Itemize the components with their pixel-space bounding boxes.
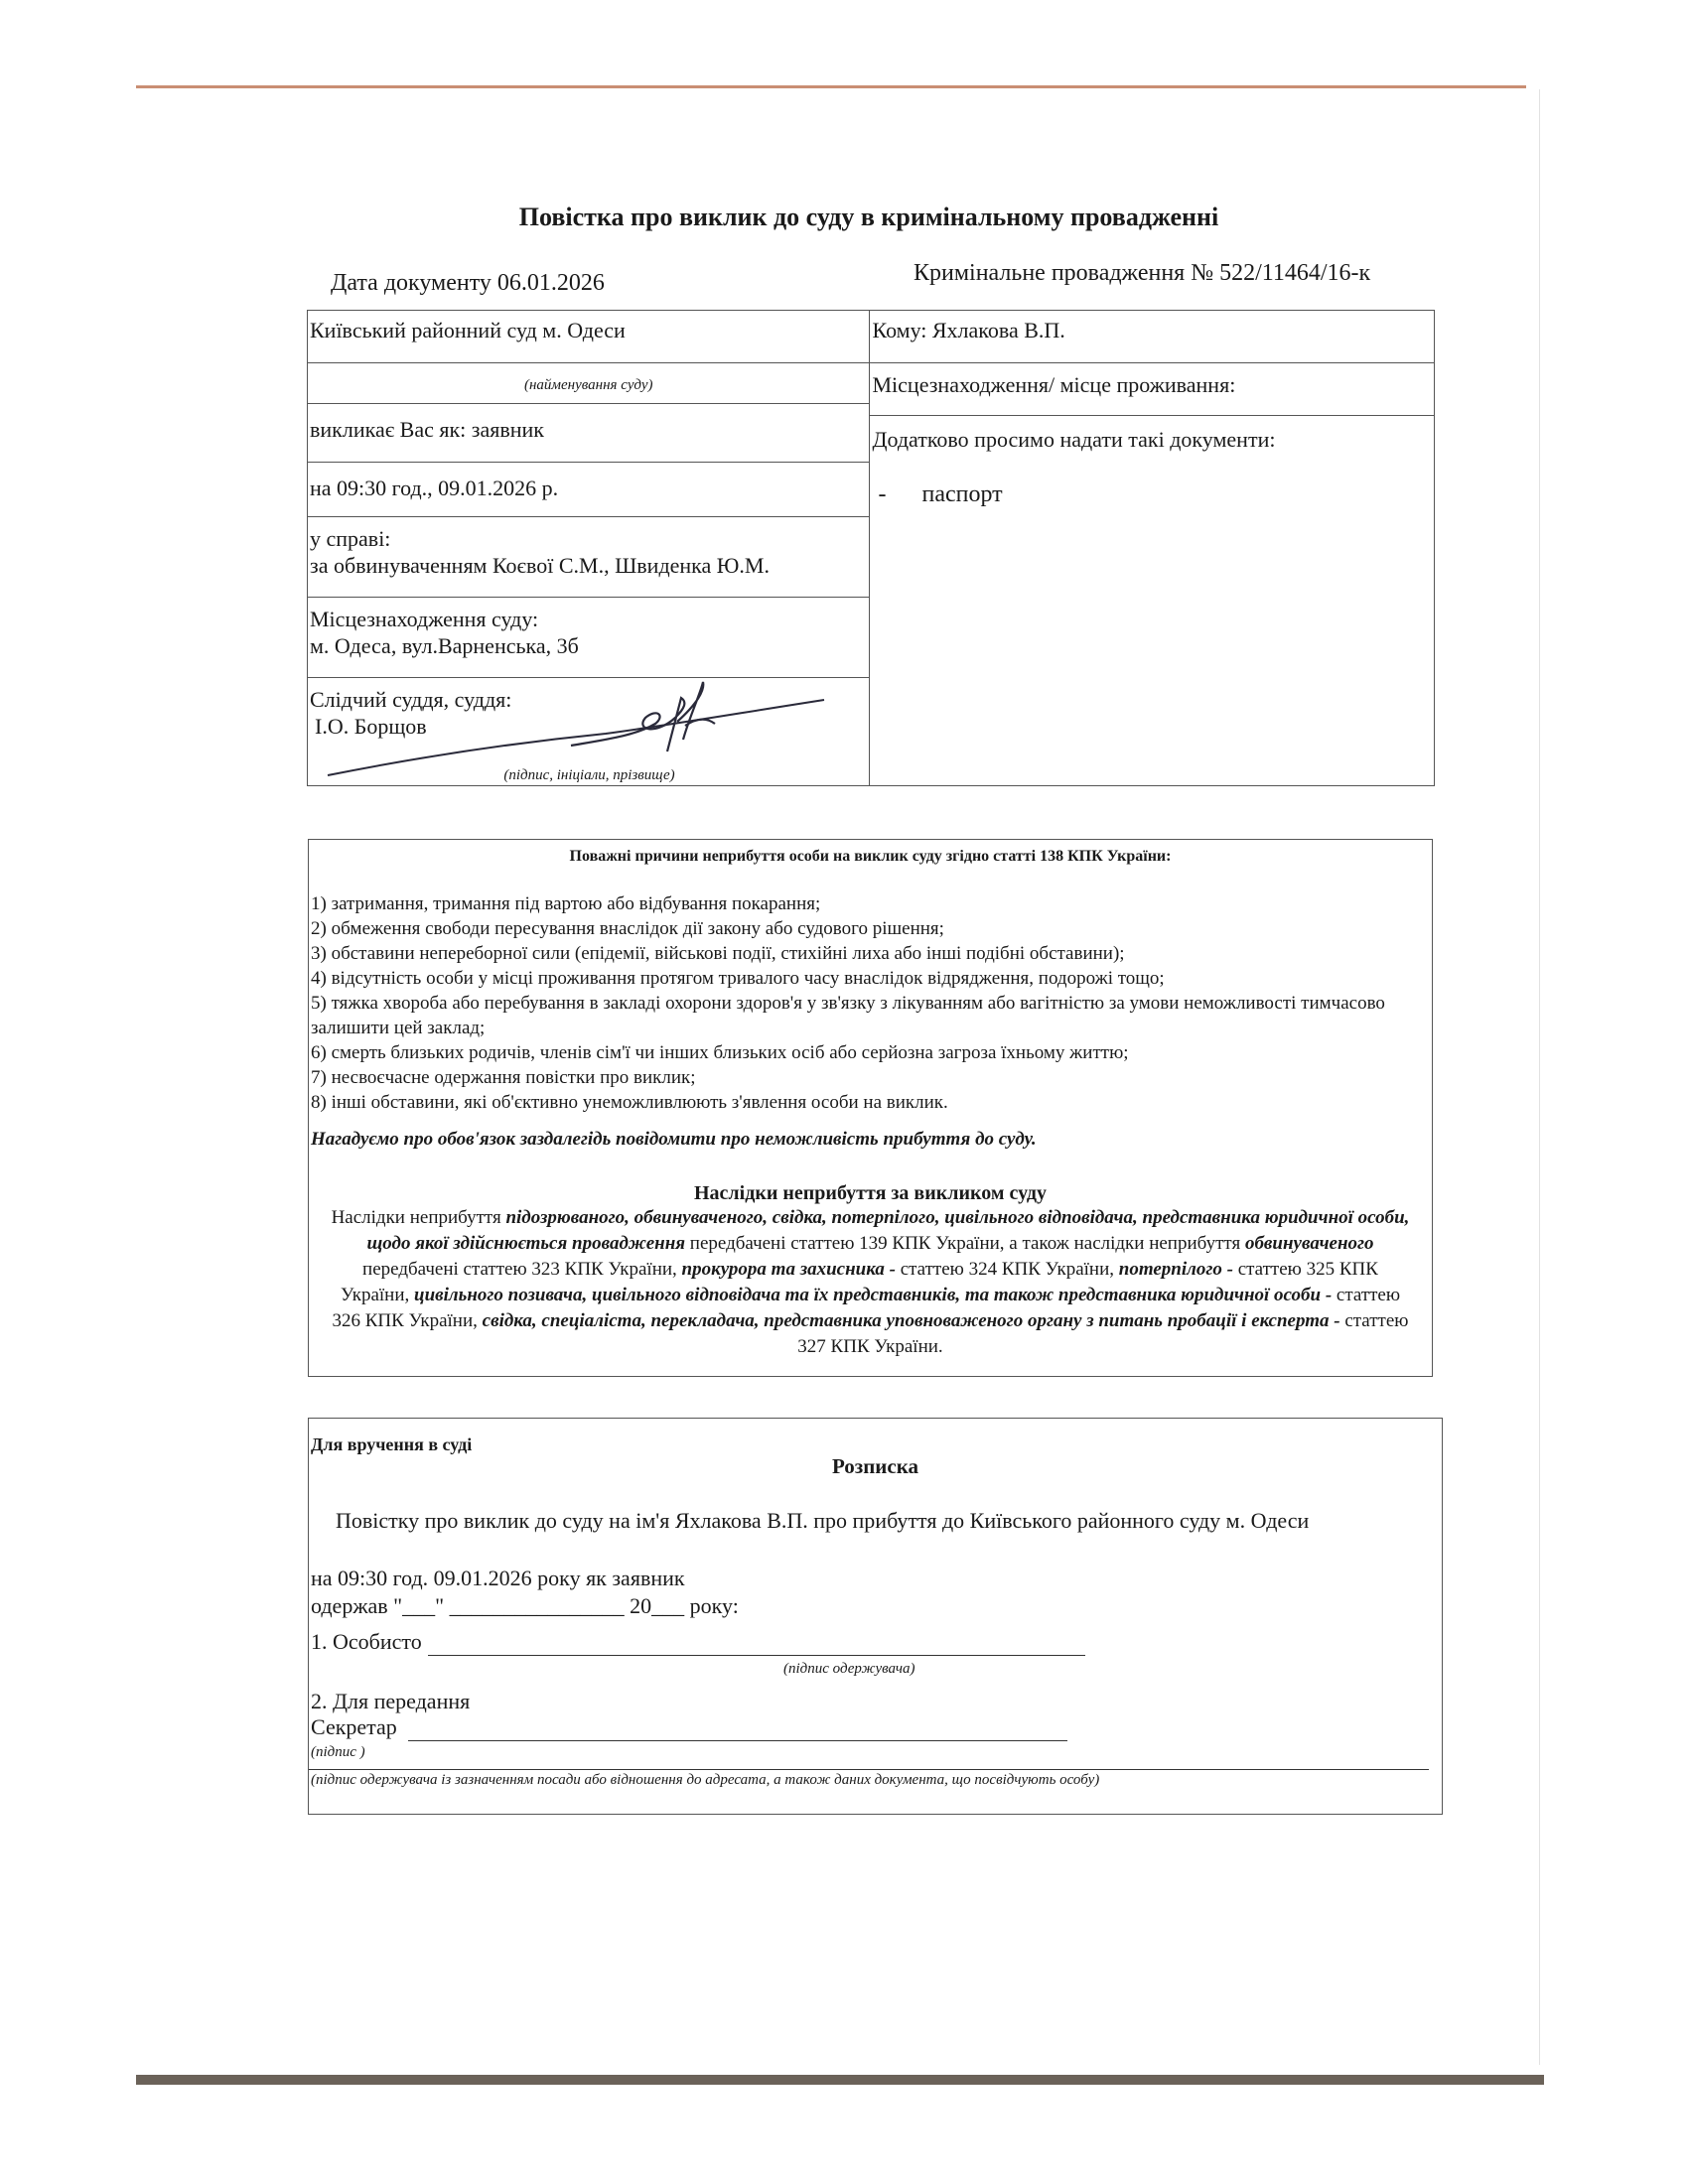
reason-item: 1) затримання, тримання під вартою або відбування покарання; [311,893,821,914]
court-name-cell [308,311,870,363]
recipient-name: Кому: Яхлакова В.П. [872,318,1065,342]
reason-item: 3) обставини непереборної сили (епідемії, військові події, стихійні лиха або інші подібні обставини); [311,943,1125,964]
documents-cell [870,416,1435,786]
cons-bold: цивільного позивача, цивільного відповідача та їх представників, та також представника юридичної особи - [414,1285,1333,1305]
reasons-box [308,839,1433,1377]
judge-label: Слідчий суддя, суддя: [310,687,512,712]
location-cell [308,598,870,678]
location-label: Місцезнаходження суду: [310,607,539,631]
reason-item: 7) несвоєчасне одержання повістки про виклик; [311,1067,696,1088]
bottom-caption: (підпис одержувача із зазначенням посади або відношення до адресата, а також даних документа, що посвідчують особу) [311,1772,1100,1788]
recipient-signature-caption: (підпис одержувача) [783,1661,915,1677]
secretary-signature-line[interactable] [408,1740,1067,1741]
role-cell [308,404,870,463]
residence-label: Місцезнаходження/ місце проживання: [872,372,1236,397]
court-location [308,598,869,665]
document-date: Дата документу 06.01.2026 [331,270,605,296]
document-title: Повістка про виклик до суду в кримінальному провадженні [518,203,1219,231]
summons-table [307,310,1435,786]
paper-edge-bottom [136,2075,1544,2085]
cons-text: статтею 327 КПК України. [797,1310,1409,1357]
cons-text: передбачені статтею 323 КПК України, [362,1259,682,1280]
reason-item: 6) смерть близьких родичів, членів сім'ї чи інших близьких осіб або серйозна загроза їхньому життю; [311,1042,1129,1063]
cons-bold: свідка, спеціаліста, перекладача, представника уповноваженого органу з питань пробації і експерта - [482,1310,1340,1331]
judge-name: І.О. Борщов [315,714,427,739]
reason-item: 5) тяжка хвороба або перебування в закладі охорони здоров'я у зв'язку з лікуванням або вагітністю за умови неможливості тимчасово залишити цей заклад; [311,993,1385,1038]
cons-bold: прокурора та захисника - [681,1259,896,1280]
judge-cell [308,678,870,786]
hearing-time: на 09:30 год., 09.01.2026 р. [310,476,559,500]
personal-signature-line[interactable] [428,1655,1085,1656]
reason-item: 8) інші обставини, які об'єктивно унеможливлюють з'явлення особи на виклик. [311,1092,948,1113]
documents-label: Додатково просимо надати такі документи: [872,427,1276,452]
cons-text: Наслідки неприбуття [331,1207,506,1228]
case-number: Кримінальне провадження № 522/11464/16-к [914,260,1371,286]
case-label: у справі: [310,526,391,551]
receipt-box [308,1418,1443,1815]
document-dash: - [878,481,887,507]
reason-item: 4) відсутність особи у місці проживання протягом тривалого часу внаслідок відрядження, подорожі тощо; [311,968,1165,989]
summoned-role: викликає Вас як: заявник [310,417,544,442]
reminder-text: Нагадуємо про обов'язок заздалегідь повідомити про неможливість прибуття до суду. [311,1129,1037,1150]
transfer-label: 2. Для передання [311,1689,471,1713]
case-cell [308,517,870,598]
paper-edge-right [1539,89,1540,2065]
receipt-line-2: на 09:30 год. 09.01.2026 року як заявник [311,1566,685,1590]
case-subject: за обвинуваченням Коєвої С.М., Швиденка Ю.М. [310,553,770,578]
court-caption-cell [308,363,870,404]
personally-label: 1. Особисто [311,1629,422,1654]
document-item [870,481,1434,508]
cons-text: передбачені статтею 139 КПК України, а також наслідки неприбуття [685,1233,1245,1254]
case-info [308,517,869,585]
recipient-details-line[interactable] [309,1769,1429,1770]
secretary-signature-caption: (підпис ) [311,1744,365,1760]
location-address: м. Одеса, вул.Варненська, 3б [310,633,579,658]
signature-caption: (підпис, ініціали, прізвище) [503,767,675,783]
receipt-title: Розписка [831,1454,919,1478]
receipt-line-1: Повістку про виклик до суду на ім'я Яхлакова В.П. про прибуття до Київського районного суду м. Одеси [336,1508,1310,1533]
residence-cell [870,363,1435,416]
for-court-label: Для вручення в суді [311,1434,473,1454]
consequences-title: Наслідки неприбуття за викликом суду [694,1182,1047,1204]
cons-text: статтею 324 КПК України, [895,1259,1119,1280]
paper-edge-top [136,85,1526,88]
reasons-heading: Поважні причини неприбуття особи на виклик суду згідно статті 138 КПК України: [569,848,1172,865]
cons-text: статтею 325 КПК України, [340,1259,1378,1305]
time-cell [308,463,870,517]
cons-bold: підозрюваного, обвинуваченого, свідка, потерпілого, цивільного відповідача, представника юридичної особи, щодо якої здійснюється провадження [366,1207,1410,1254]
court-name-caption: (найменування суду) [523,377,653,393]
recipient-cell [870,311,1435,363]
cons-bold: потерпілого - [1118,1259,1233,1280]
secretary-label: Секретар [311,1714,397,1739]
consequences-text [309,1205,1432,1360]
reasons-list [309,891,1432,1115]
reason-item: 2) обмеження свободи пересування внаслідок дії закону або судового рішення; [311,918,944,939]
document-passport: паспорт [921,481,1003,507]
cons-bold: обвинуваченого [1244,1233,1374,1254]
receipt-line-3: одержав "___" ________________ 20___ року: [311,1593,739,1618]
court-name: Київський районний суд м. Одеси [310,318,626,342]
cons-text: статтею 326 КПК України, [332,1285,1401,1331]
